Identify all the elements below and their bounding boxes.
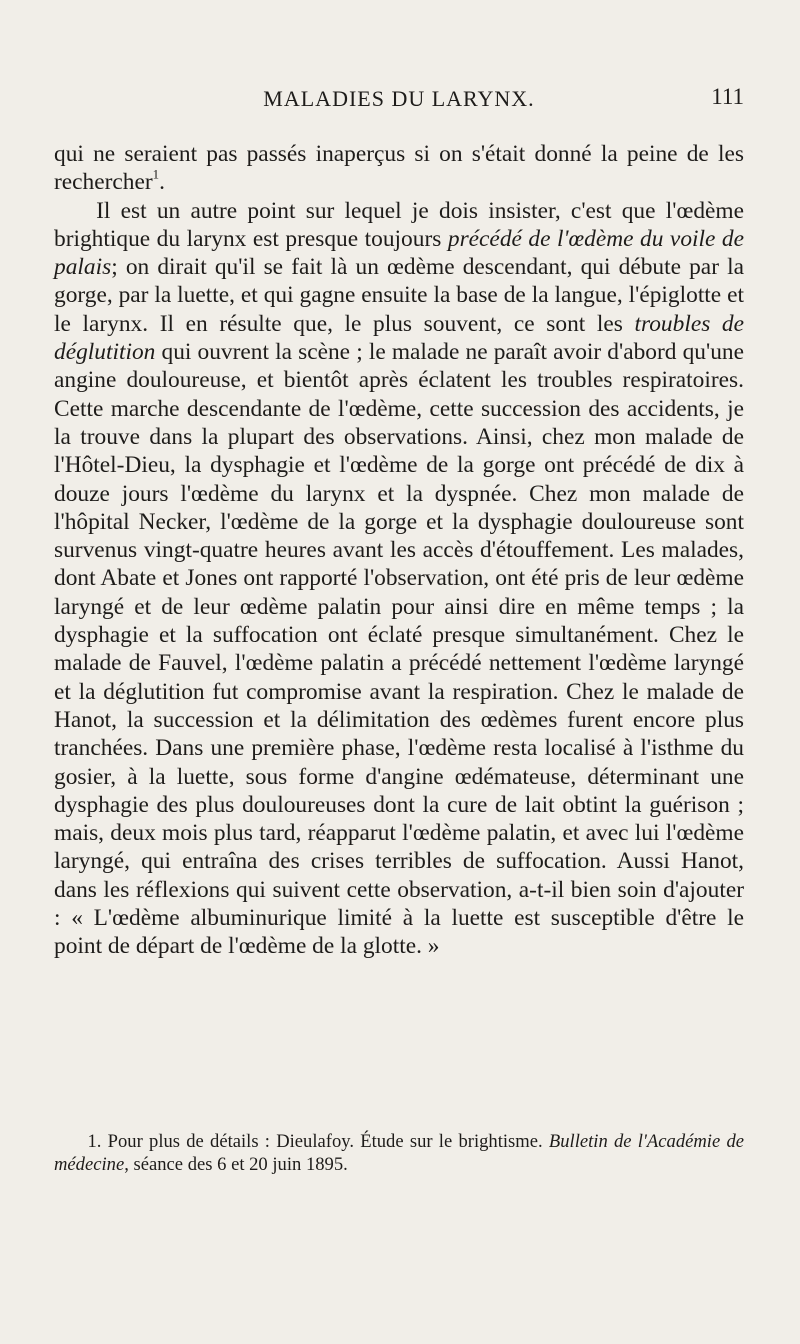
page-number: 111 (711, 84, 744, 109)
footnote-marker: 1. (87, 1131, 102, 1152)
paragraph-text: qui ne seraient pas passés inaperçus si on s'était donné la peine de les rechercher (54, 141, 744, 196)
paragraph-text-c: qui ouvrent la scène ; le malade ne paraît avoir d'abord qu'une angine douloureuse, et bientôt après éclatent les troubles respiratoires. Cette marche descendante de l'œdème, cette succession des accidents, je la trouve dans la plupart des observations. Ainsi, chez mon malade de l'Hôtel-Dieu, la dysphagie et l'œdème de la gorge ont précédé de dix à douze jours l'œdème du larynx et la dyspnée. Chez mon malade de l'hôpital Necker, l'œdème de la gorge et la dysphagie douloureuse sont survenus vingt-quatre heures avant les accès d'étouffement. Les malades, dont Abate et Jones ont rapporté l'observation, ont été pris de leur œdème laryngé et de leur œdème palatin pour ainsi dire en même temps ; la dysphagie et la suffocation ont éclaté presque simultanément. Chez le malade de Fauvel, l'œdème palatin a précédé nettement l'œdème laryngé et la déglutition fut compromise avant la respiration. Chez le malade de Hanot, la succession et la délimitation des œdèmes furent encore plus tranchées. Dans une première phase, l'œdème resta localisé à l'isthme du gosier, à la luette, sous forme d'angine œdémateuse, déterminant une dysphagie des plus douloureuses dont la cure de lait obtint la guérison ; mais, deux mois plus tard, réapparut l'œdème palatin, et avec lui l'œdème laryngé, qui entraîna des crises terribles de suffocation. Aussi Hanot, dans les réflexions qui suivent cette observation, a-t-il bien soin d'ajouter : « L'œdème albuminurique limité à la luette est susceptible d'être le point de départ de l'œdème de la glotte. » (54, 339, 744, 960)
emphasis-text: précédé de l'œdème du voile de palais (54, 225, 744, 281)
paragraph-end: . (159, 169, 165, 196)
paragraph-text-b: ; on dirait qu'il se fait là un œdème descendant, qui débute par la gorge, par la luette, et qui gagne ensuite la base de la langue, l'épiglotte et le larynx. Il en résulte que, le plus souvent, ce sont les (54, 254, 744, 337)
footnote-reference: 1 (152, 168, 160, 183)
footnote-text-end: , séance des 6 et 20 juin 1895. (124, 1154, 348, 1175)
footnote-emphasis: Bulletin de l'Académie de médecine (54, 1131, 744, 1175)
paragraph-continuation (54, 140, 744, 197)
page-header (54, 82, 744, 118)
footnote (54, 1130, 744, 1176)
paragraph-text-a: Il est un autre point sur lequel je dois insister, c'est que l'œdème brightique du larynx est presque toujours (54, 197, 744, 252)
paragraph-main (54, 197, 744, 961)
running-head: MALADIES DU LARYNX. (263, 86, 535, 111)
emphasis-text: troubles de déglutition (54, 310, 745, 366)
footnote-text: Pour plus de détails : Dieulafoy. Étude sur le brightisme. (101, 1131, 549, 1152)
body-text (54, 140, 744, 961)
